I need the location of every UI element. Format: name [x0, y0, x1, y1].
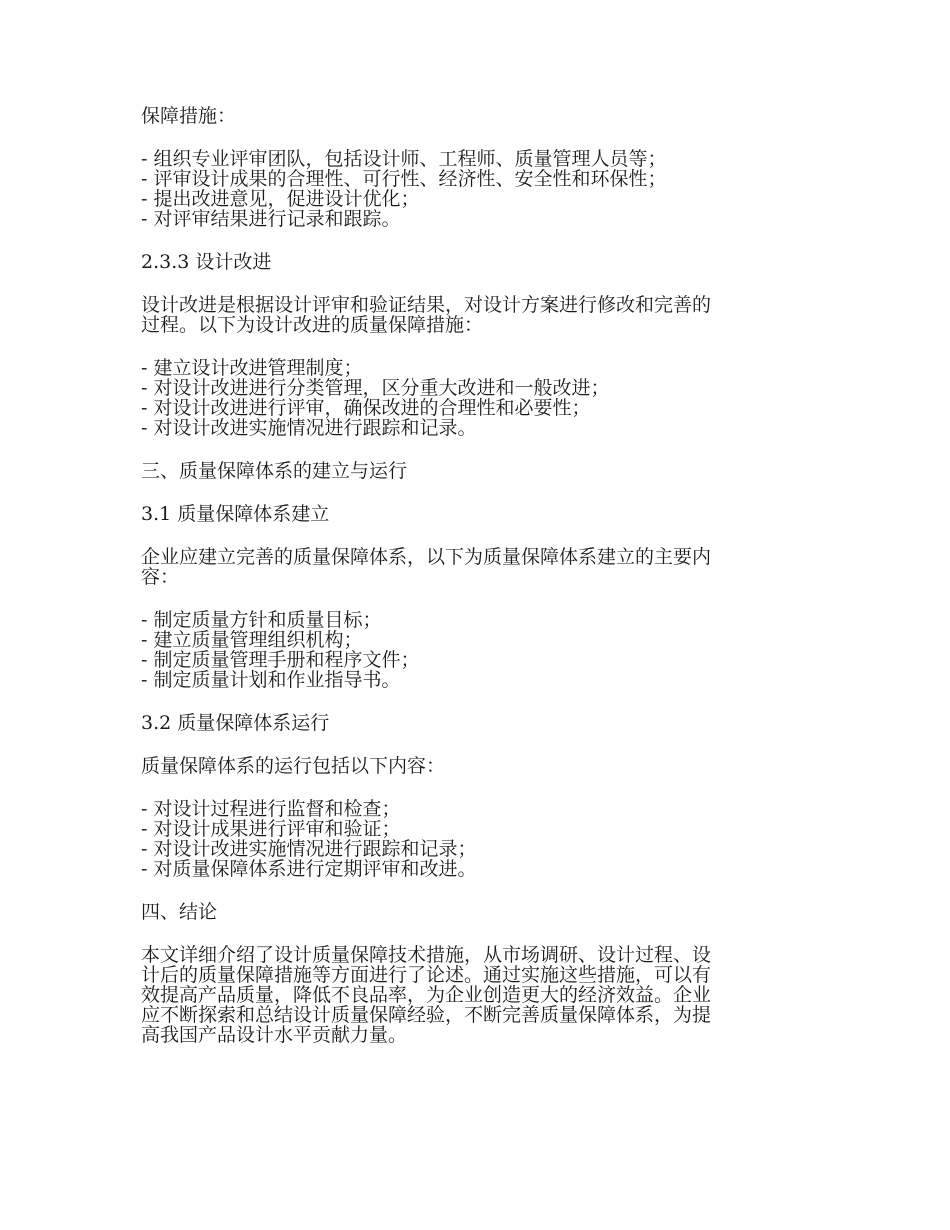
section-heading-3-2: 3.2 质量保障体系运行 [141, 712, 330, 734]
section-heading-safeguards: 保障措施： [141, 105, 237, 127]
list-item: - 对设计改进实施情况进行跟踪和记录； [141, 838, 477, 860]
paragraph-system-operation: 质量保障体系的运行包括以下内容： [141, 755, 446, 777]
list-item: - 提出改进意见，促进设计优化； [141, 188, 420, 210]
list-item: - 建立质量管理组织机构； [141, 629, 363, 651]
list-item: - 对设计成果进行评审和验证； [141, 818, 401, 840]
section-heading-2-3-3: 2.3.3 设计改进 [141, 251, 272, 273]
list-item: - 对评审结果进行记录和跟踪。 [141, 208, 401, 230]
document-page [141, 106, 801, 1068]
paragraph-line: 本文详细介绍了设计质量保障技术措施，从市场调研、设计过程、设 [141, 944, 712, 966]
paragraph-system-establishment [141, 547, 801, 587]
list-improvement-measures [141, 358, 801, 438]
list-item: - 制定质量方针和质量目标； [141, 609, 382, 631]
list-item: - 制定质量管理手册和程序文件； [141, 649, 420, 671]
list-item: - 制定质量计划和作业指导书。 [141, 669, 401, 691]
list-establishment-content [141, 610, 801, 690]
paragraph-line: 高我国产品设计水平贡献力量。 [141, 1024, 408, 1046]
paragraph-line: 应不断探索和总结设计质量保障经验，不断完善质量保障体系，为提 [141, 1004, 712, 1026]
list-item: - 对质量保障体系进行定期评审和改进。 [141, 858, 477, 880]
list-item: - 组织专业评审团队，包括设计师、工程师、质量管理人员等； [141, 148, 667, 170]
paragraph-design-improvement [141, 295, 801, 335]
list-item: - 对设计改进进行分类管理，区分重大改进和一般改进； [141, 377, 610, 399]
paragraph-line: 容： [141, 566, 180, 588]
list-operation-content [141, 799, 801, 879]
list-item: - 对设计改进实施情况进行跟踪和记录。 [141, 417, 477, 439]
list-item: - 对设计过程进行监督和检查； [141, 798, 401, 820]
paragraph-line: 企业应建立完善的质量保障体系，以下为质量保障体系建立的主要内 [141, 546, 712, 568]
paragraph-conclusion [141, 945, 801, 1045]
list-review-measures [141, 149, 801, 229]
paragraph-line: 设计改进是根据设计评审和验证结果，对设计方案进行修改和完善的 [141, 294, 712, 316]
section-heading-4: 四、结论 [141, 901, 218, 923]
section-heading-3: 三、质量保障体系的建立与运行 [141, 460, 408, 482]
list-item: - 对设计改进进行评审，确保改进的合理性和必要性； [141, 397, 591, 419]
paragraph-line: 计后的质量保障措施等方面进行了论述。通过实施这些措施，可以有 [141, 964, 712, 986]
section-heading-3-1: 3.1 质量保障体系建立 [141, 503, 330, 525]
paragraph-line: 过程。以下为设计改进的质量保障措施： [141, 314, 484, 336]
list-item: - 建立设计改进管理制度； [141, 357, 363, 379]
list-item: - 评审设计成果的合理性、可行性、经济性、安全性和环保性； [141, 168, 667, 190]
paragraph-line: 效提高产品质量，降低不良品率，为企业创造更大的经济效益。企业 [141, 984, 712, 1006]
